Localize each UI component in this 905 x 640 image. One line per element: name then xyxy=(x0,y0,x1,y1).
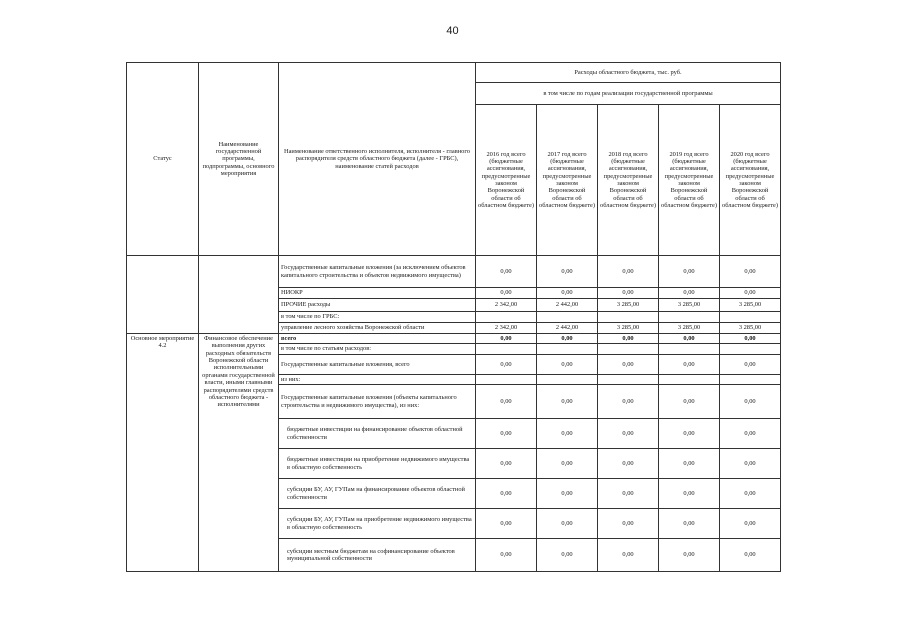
value-cell: 0,00 xyxy=(720,334,781,344)
value-cell: 0,00 xyxy=(476,509,537,539)
budget-table xyxy=(126,62,781,572)
value-cell: 0,00 xyxy=(720,539,781,572)
row-label: ПРОЧИЕ расходы xyxy=(279,299,476,312)
value-cell: 0,00 xyxy=(659,334,720,344)
value-cell: 0,00 xyxy=(659,256,720,288)
value-cell xyxy=(598,312,659,323)
value-cell xyxy=(537,312,598,323)
value-cell: 2 342,00 xyxy=(476,323,537,334)
status-cell: Основное мероприятие 4.2 xyxy=(127,334,199,572)
value-cell: 0,00 xyxy=(659,479,720,509)
value-cell: 0,00 xyxy=(720,385,781,419)
value-cell: 0,00 xyxy=(537,385,598,419)
value-cell: 0,00 xyxy=(659,509,720,539)
value-cell: 3 285,00 xyxy=(598,299,659,312)
page-number: 40 xyxy=(446,25,459,37)
value-cell: 0,00 xyxy=(537,419,598,449)
value-cell: 0,00 xyxy=(659,385,720,419)
value-cell: 0,00 xyxy=(720,479,781,509)
header-status: Статус xyxy=(127,63,199,256)
header-years-subtitle: в том числе по годам реализации государственной программы xyxy=(476,83,781,105)
header-year-2018: 2018 год всего (бюджетные ассигнования, предусмотренные законом Воронежской области об областном бюджете) xyxy=(598,105,659,256)
value-cell: 0,00 xyxy=(537,509,598,539)
value-cell: 0,00 xyxy=(537,449,598,479)
row-label: бюджетные инвестиции на приобретение недвижимого имущества в областную собственность xyxy=(279,449,476,479)
program-name-cell: Финансовое обеспечение выполнения других расходных обязательств Воронежской области исполнительными органами государственной власти, иными главными распорядителями средств областного бюджета - исполнителями xyxy=(199,334,279,572)
row-label: всего xyxy=(279,334,476,344)
value-cell: 0,00 xyxy=(659,539,720,572)
name-cell-empty xyxy=(199,256,279,334)
value-cell: 0,00 xyxy=(537,334,598,344)
value-cell: 0,00 xyxy=(476,449,537,479)
value-cell: 0,00 xyxy=(537,288,598,299)
value-cell xyxy=(598,374,659,384)
row-label: субсидии БУ, АУ, ГУПам на приобретение недвижимого имущества в областную собственность xyxy=(279,509,476,539)
value-cell: 0,00 xyxy=(598,334,659,344)
value-cell: 0,00 xyxy=(598,354,659,374)
value-cell: 0,00 xyxy=(476,479,537,509)
value-cell: 3 285,00 xyxy=(720,323,781,334)
value-cell xyxy=(537,344,598,354)
value-cell xyxy=(659,344,720,354)
row-label: Государственные капитальные вложения (за исключением объектов капитального строительства и объектов недвижимого имущества) xyxy=(279,256,476,288)
value-cell: 0,00 xyxy=(720,419,781,449)
value-cell: 0,00 xyxy=(537,479,598,509)
header-row-1 xyxy=(127,63,781,83)
value-cell xyxy=(476,374,537,384)
header-year-2020: 2020 год всего (бюджетные ассигнования, предусмотренные законом Воронежской области об областном бюджете) xyxy=(720,105,781,256)
value-cell: 0,00 xyxy=(476,334,537,344)
row-label: НИОКР xyxy=(279,288,476,299)
value-cell: 2 442,00 xyxy=(537,299,598,312)
row-label: в том числе по статьям расходов: xyxy=(279,344,476,354)
value-cell: 0,00 xyxy=(598,288,659,299)
value-cell: 3 285,00 xyxy=(720,299,781,312)
value-cell: 0,00 xyxy=(598,256,659,288)
value-cell: 0,00 xyxy=(537,354,598,374)
value-cell: 0,00 xyxy=(598,509,659,539)
row-label: Государственные капитальные вложения, всего xyxy=(279,354,476,374)
value-cell: 0,00 xyxy=(598,419,659,449)
value-cell: 3 285,00 xyxy=(598,323,659,334)
value-cell: 0,00 xyxy=(598,539,659,572)
value-cell xyxy=(659,312,720,323)
header-program-name: Наименование государственной программы, подпрограммы, основного мероприятия xyxy=(199,63,279,256)
value-cell: 3 285,00 xyxy=(659,323,720,334)
value-cell: 0,00 xyxy=(476,419,537,449)
value-cell: 0,00 xyxy=(537,539,598,572)
row-label: бюджетные инвестиции на финансирование объектов областной собственности xyxy=(279,419,476,449)
header-year-2016: 2016 год всего (бюджетные ассигнования, предусмотренные законом Воронежской области об областном бюджете) xyxy=(476,105,537,256)
table-row xyxy=(127,334,781,344)
value-cell: 0,00 xyxy=(476,385,537,419)
value-cell xyxy=(659,374,720,384)
value-cell: 0,00 xyxy=(659,288,720,299)
value-cell xyxy=(720,344,781,354)
value-cell: 0,00 xyxy=(598,449,659,479)
value-cell: 0,00 xyxy=(537,256,598,288)
header-executor: Наименование ответственного исполнителя, исполнителя - главного распорядителя средств областного бюджета (далее - ГРБС), наименование статей расходов xyxy=(279,63,476,256)
row-label: субсидии БУ, АУ, ГУПам на финансирование объектов областной собственности xyxy=(279,479,476,509)
value-cell: 0,00 xyxy=(598,479,659,509)
value-cell: 0,00 xyxy=(476,256,537,288)
header-year-2019: 2019 год всего (бюджетные ассигнования, предусмотренные законом Воронежской области об областном бюджете) xyxy=(659,105,720,256)
value-cell: 0,00 xyxy=(720,354,781,374)
row-label: Государственные капитальные вложения (объекты капитального строительства и недвижимого имущества), из них: xyxy=(279,385,476,419)
row-label: в том числе по ГРБС: xyxy=(279,312,476,323)
value-cell xyxy=(720,374,781,384)
value-cell: 0,00 xyxy=(720,449,781,479)
value-cell xyxy=(720,312,781,323)
value-cell: 2 442,00 xyxy=(537,323,598,334)
status-cell-empty xyxy=(127,256,199,334)
value-cell: 0,00 xyxy=(720,509,781,539)
value-cell xyxy=(598,344,659,354)
value-cell xyxy=(476,312,537,323)
value-cell: 3 285,00 xyxy=(659,299,720,312)
value-cell: 2 342,00 xyxy=(476,299,537,312)
value-cell: 0,00 xyxy=(659,419,720,449)
row-label: управление лесного хозяйства Воронежской области xyxy=(279,323,476,334)
table-row xyxy=(127,256,781,288)
value-cell: 0,00 xyxy=(476,354,537,374)
header-expenses-title: Расходы областного бюджета, тыс. руб. xyxy=(476,63,781,83)
value-cell xyxy=(476,344,537,354)
row-label: из них: xyxy=(279,374,476,384)
value-cell xyxy=(537,374,598,384)
row-label: субсидии местным бюджетам на софинансирование объектов муниципальной собственности xyxy=(279,539,476,572)
value-cell: 0,00 xyxy=(720,288,781,299)
header-year-2017: 2017 год всего (бюджетные ассигнования, предусмотренные законом Воронежской области об областном бюджете) xyxy=(537,105,598,256)
value-cell: 0,00 xyxy=(476,539,537,572)
value-cell: 0,00 xyxy=(476,288,537,299)
value-cell: 0,00 xyxy=(720,256,781,288)
value-cell: 0,00 xyxy=(659,354,720,374)
value-cell: 0,00 xyxy=(659,449,720,479)
value-cell: 0,00 xyxy=(598,385,659,419)
